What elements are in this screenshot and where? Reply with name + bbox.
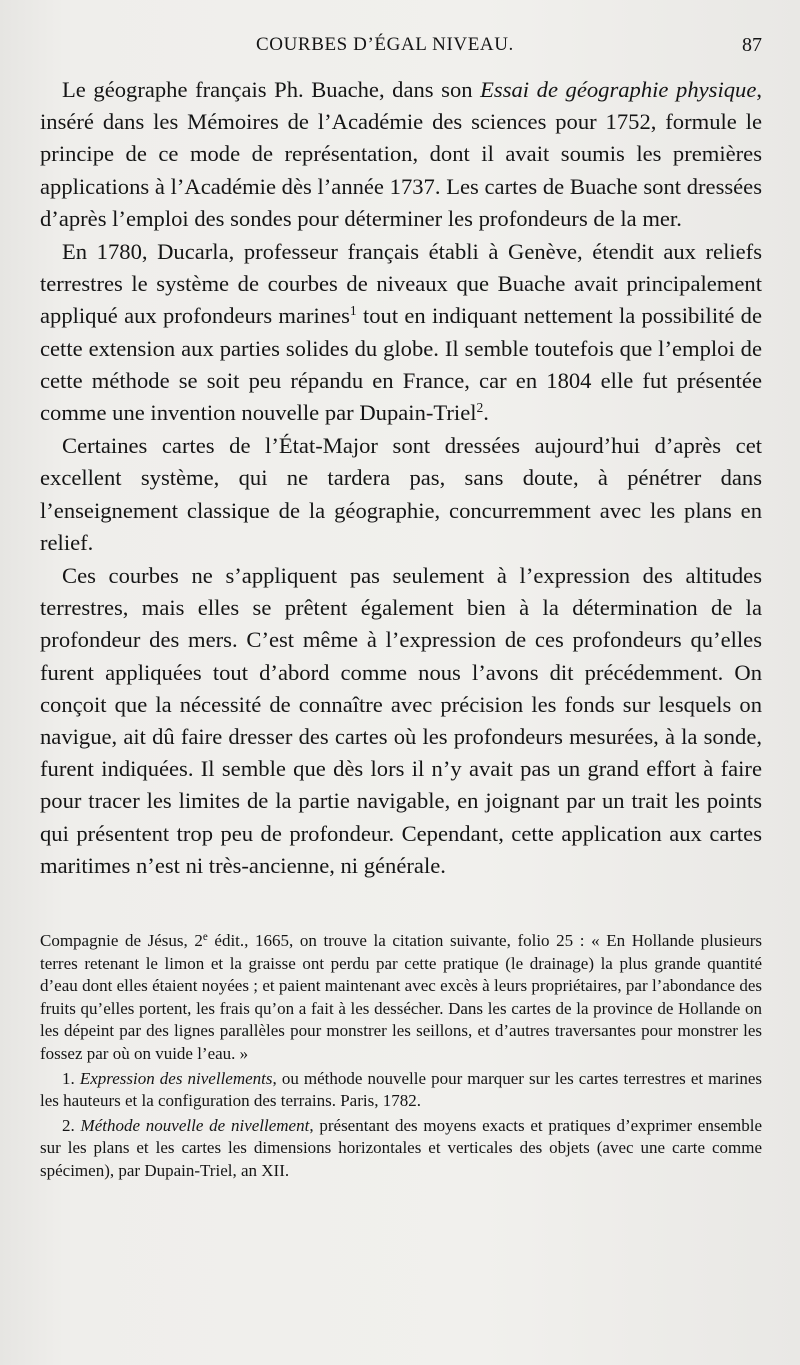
footnote-continuation: [40, 930, 762, 1066]
paragraph-3: Certaines cartes de l’État-Major sont dressées aujourd’hui d’après cet excellent système, qui ne tardera pas, sans doute, à pénétrer dans l’enseignement classique de la géographie, concurremment avec les plans en relief.: [40, 433, 762, 555]
footnote-2-number: 2.: [62, 1115, 75, 1135]
paragraph-4: Ces courbes ne s’appliquent pas seulement à l’expression des altitudes terrestres, mais elles se prêtent également bien à la détermination de la profondeur des mers. C’est même à l’expression de ces profondeurs qu’elles furent appliquées tout d’abord comme nous l’avons dit précédemment. On conçoit que la nécessité de connaître avec précision les fonds sur lesquels on navigue, ait dû faire dresser des cartes où les profondeurs mesurées, à la sonde, furent indiquées. Il semble que dès lors il n’y avait pas un grand effort à faire pour tracer les limites de la partie navigable, en joignant par un trait les points qui présentent trop peu de profondeur. Cependant, cette application aux cartes maritimes n’est ni très-ancienne, ni générale.: [40, 563, 762, 878]
footnote-ref-1: 1: [349, 303, 357, 319]
footnote-ref-2: 2: [476, 399, 484, 415]
footnote-1: [40, 1068, 762, 1113]
paragraph-1: [40, 74, 762, 235]
footnote-2: [40, 1115, 762, 1183]
footnote-2-title: Méthode nouvelle de nivellement: [80, 1115, 310, 1135]
book-title-italic: Essai de géographie physique: [480, 77, 757, 102]
ordinal-superscript: e: [202, 931, 208, 944]
running-title: COURBES D’ÉGAL NIVEAU.: [256, 34, 514, 55]
paragraph-2: [40, 236, 762, 429]
running-head: [40, 34, 762, 60]
body-text: [40, 74, 762, 882]
footnote-continuation-end: édit., 1665, on trouve la citation suivante, folio 25 : « En Hollande plusieurs terres retenant le limon et la graisse ont perdu par cette pratique (le drainage) la plus grande quantité d’eau dont elles étaient noyées ; et paient maintenant avec excès à leurs propriétaires, par l’abondance des fruits qu’elles portent, les frais qu’on a fait à les dessécher. Dans les cartes de la province de Hollande on les dépeint par des lignes parallèles pour monstrer les seillons, et d’autres traversantes pour monstrer les fossez par où on vuide l’eau. »: [40, 931, 762, 1064]
footnotes: [40, 930, 762, 1183]
paragraph-2-text-start: En 1780, Ducarla, professeur français établi à Genève, étendit aux reliefs terrestres le système de courbes de niveaux que Buache avait principalement appliqué aux profondeurs marines: [40, 239, 762, 329]
footnote-1-number: 1.: [62, 1068, 75, 1088]
footnote-1-text: , ou méthode nouvelle pour marquer sur les cartes terrestres et marines les hauteurs et la configuration des terrains. Paris, 1782.: [40, 1068, 762, 1111]
footnote-1-title: Expression des nivellements: [79, 1068, 273, 1088]
paragraph-1-text-start: Le géographe français Ph. Buache, dans son: [62, 77, 481, 102]
paragraph-1-text-end: , inséré dans les Mémoires de l’Académie des sciences pour 1752, formule le principe de ce mode de représentation, dont il avait soumis les premières applications à l’Académie dès l’année 1737. Les cartes de Buache sont dressées d’après l’emploi des sondes pour déterminer les profondeurs de la mer.: [40, 77, 762, 231]
footnote-continuation-start: Compagnie de Jésus, 2: [40, 931, 203, 951]
paragraph-2-text-middle: tout en indiquant nettement la possibilité de cette extension aux parties solides du globe. Il semble toutefois que l’emploi de cette méthode se soit peu répandu en France, car en 1804 elle fut présentée comme une invention nouvelle par Dupain-Triel: [40, 303, 762, 426]
page-number: 87: [742, 34, 762, 56]
paragraph-2-text-end: .: [483, 400, 489, 426]
footnote-2-text: , présentant des moyens exacts et pratiques d’exprimer ensemble sur les plans et les cartes les dimensions horizontales et verticales des objets (avec une carte comme spécimen), par Dupain-Triel, an XII.: [40, 1115, 762, 1181]
